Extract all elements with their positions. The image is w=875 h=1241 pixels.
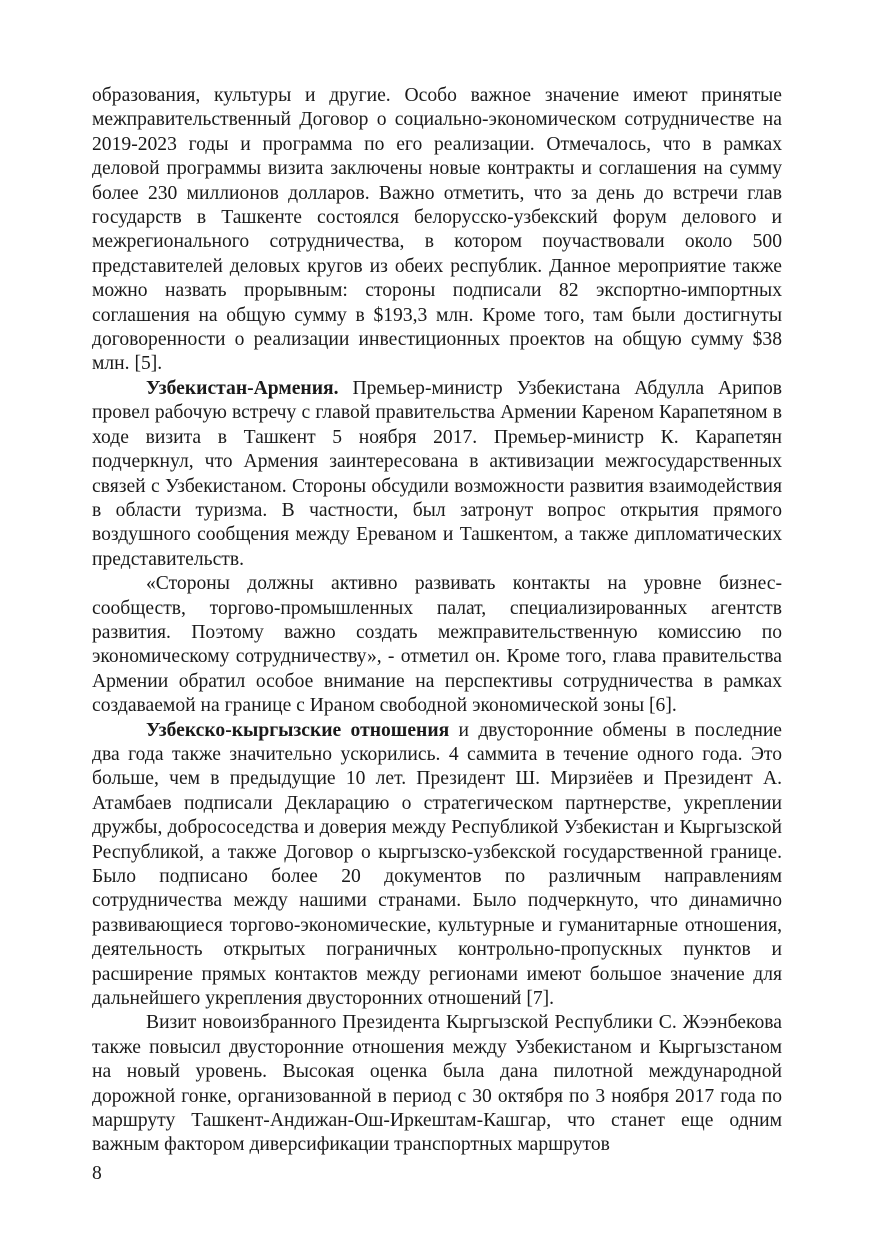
paragraph-text: образования, культуры и другие. Особо важное значение имеют принятые межправительственный Договор о социально-экономическом сотрудничестве на 2019-2023 годы и программа по его реализации. Отмечалось, что в рамках деловой программы визита заключены новые контракты и соглашения на сумму более 230 миллионов долларов. Важно отметить, что за день до встречи глав государств в Ташкенте состоялся белорусско-узбекский форум делового и межрегионального сотрудничества, в котором поучаствовали около 500 представителей деловых кругов из обеих республик. Данное мероприятие также можно назвать прорывным: стороны подписали 82 экспортно-импортных соглашения на общую сумму в $193,3 млн. Кроме того, там были достигнуты договоренности о реализации инвестиционных проектов на общую сумму $38 млн. [5]. xyxy=(92,85,782,375)
paragraph-lead: Узбекско-кыргызские отношения xyxy=(146,719,450,741)
paragraph-belarus-uzbekistan xyxy=(92,84,782,377)
paragraph-text: Премьер-министр Узбекистана Абдулла Арипов провел рабочую встречу с главой правительства Армении Кареном Карапетяном в ходе визита в Ташкент 5 ноября 2017. Премьер-министр К. Карапетян подчеркнул, что Армения заинтересована в активизации межгосударственных связей с Узбекистаном. Стороны обсудили возможности развития взаимодействия в области туризма. В частности, был затронут вопрос открытия прямого воздушного сообщения между Ереваном и Ташкентом, а также дипломатических представительств. xyxy=(92,377,782,570)
paragraph-quote xyxy=(92,572,782,718)
paragraph-text: и двусторонние обмены в последние два года также значительно ускорились. 4 саммита в течение одного года. Это больше, чем в предыдущие 10 лет. Президент Ш. Мирзиёев и Президент А. Атамбаев подписали Декларацию о стратегическом партнерстве, укреплении дружбы, добрососедства и доверия между Республикой Узбекистан и Кыргызской Республикой, а также Договор о кыргызско-узбекской государственной границе. Было подписано более 20 документов по различным направлениям сотрудничества между нашими странами. Было подчеркнуто, что динамично развивающиеся торгово-экономические, культурные и гуманитарные отношения, деятельность открытых пограничных контрольно-пропускных пунктов и расширение прямых контактов между регионами имеют большое значение для дальнейшего укрепления двусторонних отношений [7]. xyxy=(92,719,783,1010)
paragraph-uzbekistan-armenia xyxy=(92,377,782,572)
paragraph-zheenbekov-visit xyxy=(92,1011,782,1157)
body-text xyxy=(92,84,782,1158)
paragraph-text: «Стороны должны активно развивать контакты на уровне бизнес-сообществ, торгово-промышленных палат, специализированных агентств развития. Поэтому важно создать межправительственную комиссию по экономическому сотрудничеству», - отметил он. Кроме того, глава правительства Армении обратил особое внимание на перспективы сотрудничества в рамках создаваемой на границе с Ираном свободной экономической зоны [6]. xyxy=(92,573,782,717)
paragraph-lead: Узбекистан-Армения. xyxy=(146,377,339,399)
paragraph-text: Визит новоизбранного Президента Кыргызской Республики С. Жээнбекова также повысил двусторонние отношения между Узбекистаном и Кыргызстаном на новый уровень. Высокая оценка была дана пилотной международной дорожной гонке, организованной в период с 30 октября по 3 ноября 2017 года по маршруту Ташкент-Андижан-Ош-Иркештам-Кашгар, что станет еще одним важным фактором диверсификации транспортных маршрутов xyxy=(92,1012,782,1156)
page-number: 8 xyxy=(92,1163,102,1184)
paragraph-uzbek-kyrgyz-relations xyxy=(92,719,782,1012)
